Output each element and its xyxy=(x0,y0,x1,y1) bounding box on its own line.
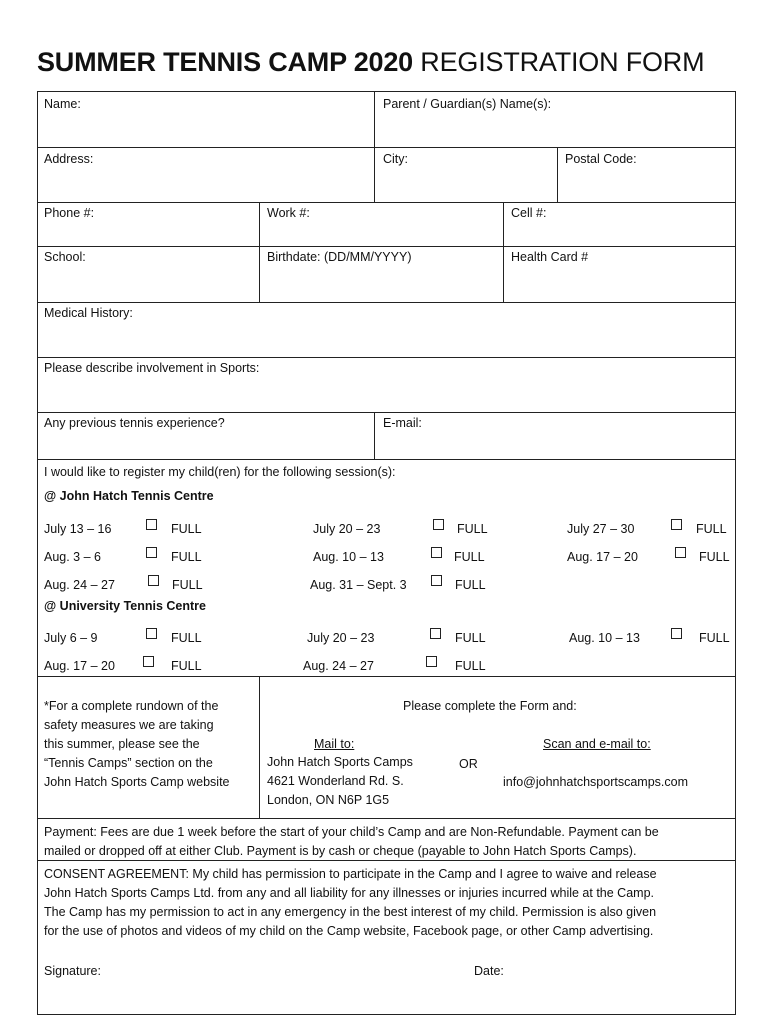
address-label: Address: xyxy=(44,152,94,166)
work-phone-field[interactable] xyxy=(267,205,310,221)
session-date: Aug. 3 – 6 xyxy=(44,550,101,564)
phone-field[interactable] xyxy=(44,205,94,221)
full-label: FULL xyxy=(699,550,730,564)
email-label: E-mail: xyxy=(383,416,422,430)
divider xyxy=(38,818,735,819)
full-label: FULL xyxy=(699,631,730,645)
session-checkbox[interactable] xyxy=(433,519,444,530)
cell-label: Cell #: xyxy=(511,206,547,220)
divider xyxy=(38,676,735,677)
session-checkbox[interactable] xyxy=(426,656,437,667)
divider xyxy=(38,147,735,148)
date-label: Date: xyxy=(474,964,504,978)
birthdate-field[interactable] xyxy=(267,249,411,265)
full-label: FULL xyxy=(454,550,485,564)
divider xyxy=(38,202,735,203)
divider xyxy=(38,246,735,247)
session-checkbox[interactable] xyxy=(431,547,442,558)
health-card-field[interactable] xyxy=(511,249,588,265)
page-title xyxy=(37,44,737,84)
safety-note-line: safety measures we are taking xyxy=(44,718,214,732)
divider xyxy=(374,412,375,459)
session-checkbox[interactable] xyxy=(671,519,682,530)
payment-line: Payment: Fees are due 1 week before the start of your child’s Camp and are Non-Refundable. Payment can be xyxy=(44,825,659,839)
divider xyxy=(38,302,735,303)
signature-label: Signature: xyxy=(44,964,101,978)
school-label: School: xyxy=(44,250,86,264)
sports-label: Please describe involvement in Sports: xyxy=(44,361,260,375)
full-label: FULL xyxy=(457,522,488,536)
full-label: FULL xyxy=(171,522,202,536)
birthdate-label: Birthdate: (DD/MM/YYYY) xyxy=(267,250,412,264)
postal-label: Postal Code: xyxy=(565,152,637,166)
cell-phone-field[interactable] xyxy=(511,205,546,221)
title-bold: SUMMER TENNIS CAMP 2020 xyxy=(37,47,413,77)
sports-field[interactable] xyxy=(44,360,259,376)
mail-line: London, ON N6P 1G5 xyxy=(267,793,390,807)
session-checkbox[interactable] xyxy=(148,575,159,586)
full-label: FULL xyxy=(696,522,727,536)
session-date: July 13 – 16 xyxy=(44,522,112,536)
session-date: Aug. 10 – 13 xyxy=(569,631,640,645)
university-heading: @ University Tennis Centre xyxy=(44,599,206,613)
safety-note-line: this summer, please see the xyxy=(44,737,200,751)
name-label: Name: xyxy=(44,97,81,111)
or-label: OR xyxy=(459,757,478,771)
payment-line: mailed or dropped off at either Club. Payment is by cash or cheque (payable to John Hatch Sports Camps). xyxy=(44,844,637,858)
mail-line: 4621 Wonderland Rd. S. xyxy=(267,774,404,788)
session-checkbox[interactable] xyxy=(675,547,686,558)
session-checkbox[interactable] xyxy=(146,628,157,639)
session-date: Aug. 17 – 20 xyxy=(44,659,115,673)
health-label: Health Card # xyxy=(511,250,589,264)
divider xyxy=(374,92,375,202)
address-field[interactable] xyxy=(44,151,93,167)
date-field[interactable] xyxy=(474,963,504,979)
consent-line: CONSENT AGREEMENT: My child has permission to participate in the Camp and I agree to waive and release xyxy=(44,867,657,881)
divider xyxy=(38,459,735,460)
mail-address xyxy=(267,753,447,810)
safety-note-line: John Hatch Sports Camp website xyxy=(44,775,230,789)
consent-line: The Camp has my permission to act in any emergency in the best interest of my child. Permission is also given xyxy=(44,905,657,919)
full-label: FULL xyxy=(455,631,486,645)
safety-note xyxy=(44,697,256,792)
full-label: FULL xyxy=(171,659,202,673)
medical-label: Medical History: xyxy=(44,306,133,320)
submit-heading: Please complete the Form and: xyxy=(403,699,577,713)
city-label: City: xyxy=(383,152,408,166)
consent-agreement xyxy=(44,865,734,941)
tennis-label: Any previous tennis experience? xyxy=(44,416,225,430)
session-checkbox[interactable] xyxy=(146,547,157,558)
john-hatch-heading: @ John Hatch Tennis Centre xyxy=(44,489,214,503)
session-checkbox[interactable] xyxy=(430,628,441,639)
divider xyxy=(38,357,735,358)
tennis-experience-field[interactable] xyxy=(44,415,225,431)
name-field[interactable] xyxy=(44,96,81,112)
session-date: Aug. 24 – 27 xyxy=(44,578,115,592)
scan-heading: Scan and e-mail to: xyxy=(543,737,651,751)
title-rest: REGISTRATION FORM xyxy=(420,47,705,77)
divider xyxy=(557,147,558,202)
submit-email-link[interactable]: info@johnhatchsportscamps.com xyxy=(503,775,688,789)
session-date: July 20 – 23 xyxy=(313,522,381,536)
school-field[interactable] xyxy=(44,249,86,265)
parent-name-field[interactable] xyxy=(383,96,551,112)
divider xyxy=(38,412,735,413)
session-date: Aug. 17 – 20 xyxy=(567,550,638,564)
session-date: Aug. 24 – 27 xyxy=(303,659,374,673)
full-label: FULL xyxy=(171,550,202,564)
session-checkbox[interactable] xyxy=(431,575,442,586)
session-date: Aug. 10 – 13 xyxy=(313,550,384,564)
safety-note-line: *For a complete rundown of the xyxy=(44,699,219,713)
session-date: July 20 – 23 xyxy=(307,631,375,645)
full-label: FULL xyxy=(171,631,202,645)
consent-line: John Hatch Sports Camps Ltd. from any and all liability for any illnesses or injuries incurred while at the Camp. xyxy=(44,886,654,900)
session-checkbox[interactable] xyxy=(671,628,682,639)
full-label: FULL xyxy=(455,578,486,592)
safety-note-line: “Tennis Camps” section on the xyxy=(44,756,213,770)
consent-line: for the use of photos and videos of my child on the Camp website, Facebook page, or other Camp advertising. xyxy=(44,924,654,938)
full-label: FULL xyxy=(455,659,486,673)
mail-line: John Hatch Sports Camps xyxy=(267,755,413,769)
phone-label: Phone #: xyxy=(44,206,95,220)
divider xyxy=(503,202,504,302)
session-date: July 27 – 30 xyxy=(567,522,635,536)
session-date: July 6 – 9 xyxy=(44,631,98,645)
email-field[interactable] xyxy=(383,415,422,431)
divider xyxy=(259,676,260,818)
sessions-intro: I would like to register my child(ren) for the following session(s): xyxy=(44,465,396,479)
mail-heading: Mail to: xyxy=(314,737,355,751)
work-label: Work #: xyxy=(267,206,310,220)
registration-form xyxy=(37,91,736,1015)
full-label: FULL xyxy=(172,578,203,592)
parent-label: Parent / Guardian(s) Name(s): xyxy=(383,97,552,111)
session-checkbox[interactable] xyxy=(146,519,157,530)
divider xyxy=(259,202,260,302)
city-field[interactable] xyxy=(383,151,408,167)
medical-history-field[interactable] xyxy=(44,305,133,321)
payment-terms xyxy=(44,823,734,861)
postal-code-field[interactable] xyxy=(565,151,637,167)
session-checkbox[interactable] xyxy=(143,656,154,667)
signature-field[interactable] xyxy=(44,963,101,979)
session-date: Aug. 31 – Sept. 3 xyxy=(310,578,407,592)
